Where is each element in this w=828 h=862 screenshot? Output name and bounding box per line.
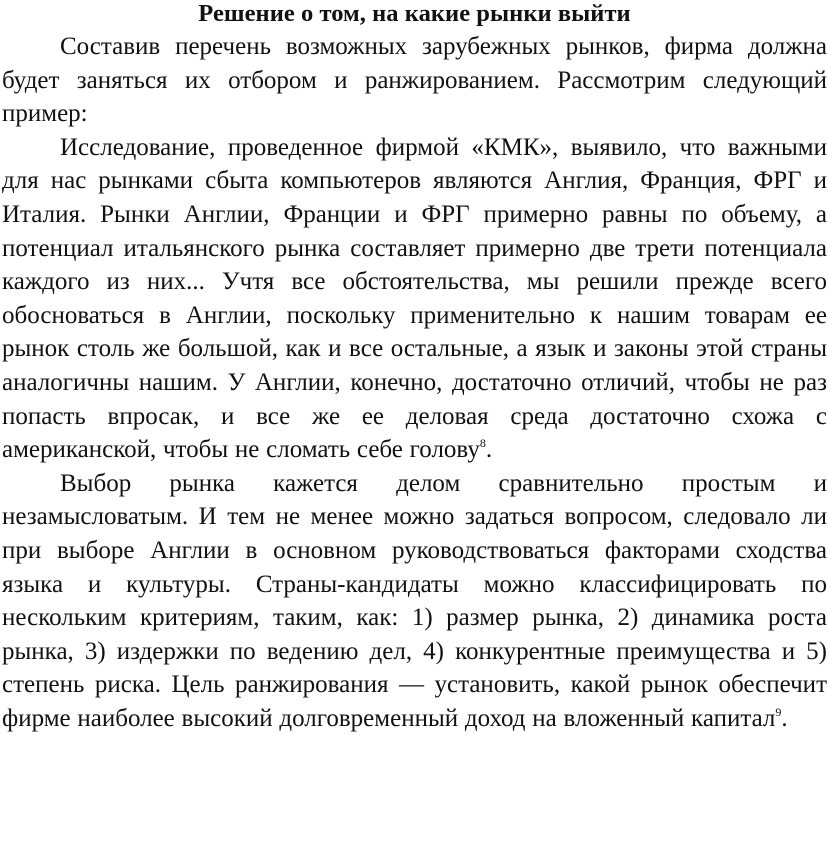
paragraph-kmk-quote-text: Исследование, проведенное фирмой «КМК», выявило, что важными для нас рынками сбыта компьютеров являются Англия, Франция, ФРГ и Италия. Рынки Англии, Франции и ФРГ примерно равны по объему, а потенциал итальянского рынка составляет примерно две трети потенциала каждого из них... Учтя все обстоятельства, мы решили прежде всего обосноваться в Англии, поскольку применительно к нашим товарам ее рынок столь же большой, как и все остальные, а язык и законы этой страны аналогичны нашим. У Англии, конечно, достаточно отличий, чтобы не раз попасть впросак, и все же ее деловая среда достаточно схожа с американской, чтобы не сломать себе голову (2, 133, 827, 464)
paragraph-market-choice (2, 467, 827, 736)
footnote-marker-8[interactable]: 8 (479, 436, 486, 451)
paragraph-market-choice-text: Выбор рынка кажется делом сравнительно простым и незамысловатым. И тем не менее можно задаться вопросом, следовало ли при выборе Англии в основном руководствоваться факторами сходства языка и культуры. Страны-кандидаты можно классифицировать по нескольким критериям, таким, как: 1) размер рынка, 2) динамика роста рынка, 3) издержки по ведению дел, 4) конкурентные преимущества и 5) степень риска. Цель ранжирования — установить, какой рынок обеспечит фирме наиболее высокий долговременный доход на вложенный капитал (2, 469, 827, 732)
section-heading: Решение о том, на какие рынки выйти (198, 0, 631, 27)
paragraph-kmk-quote (2, 131, 827, 467)
paragraph-market-choice-end: . (781, 704, 788, 732)
paragraph-intro (2, 30, 827, 131)
footnote-marker-9[interactable]: 9 (775, 704, 782, 719)
paragraph-kmk-quote-end: . (485, 436, 493, 464)
paragraph-intro-text: Составив перечень возможных зарубежных рынков, фирма должна будет заняться их отбором и ранжированием. Рассмотрим следующий пример: (2, 33, 827, 128)
